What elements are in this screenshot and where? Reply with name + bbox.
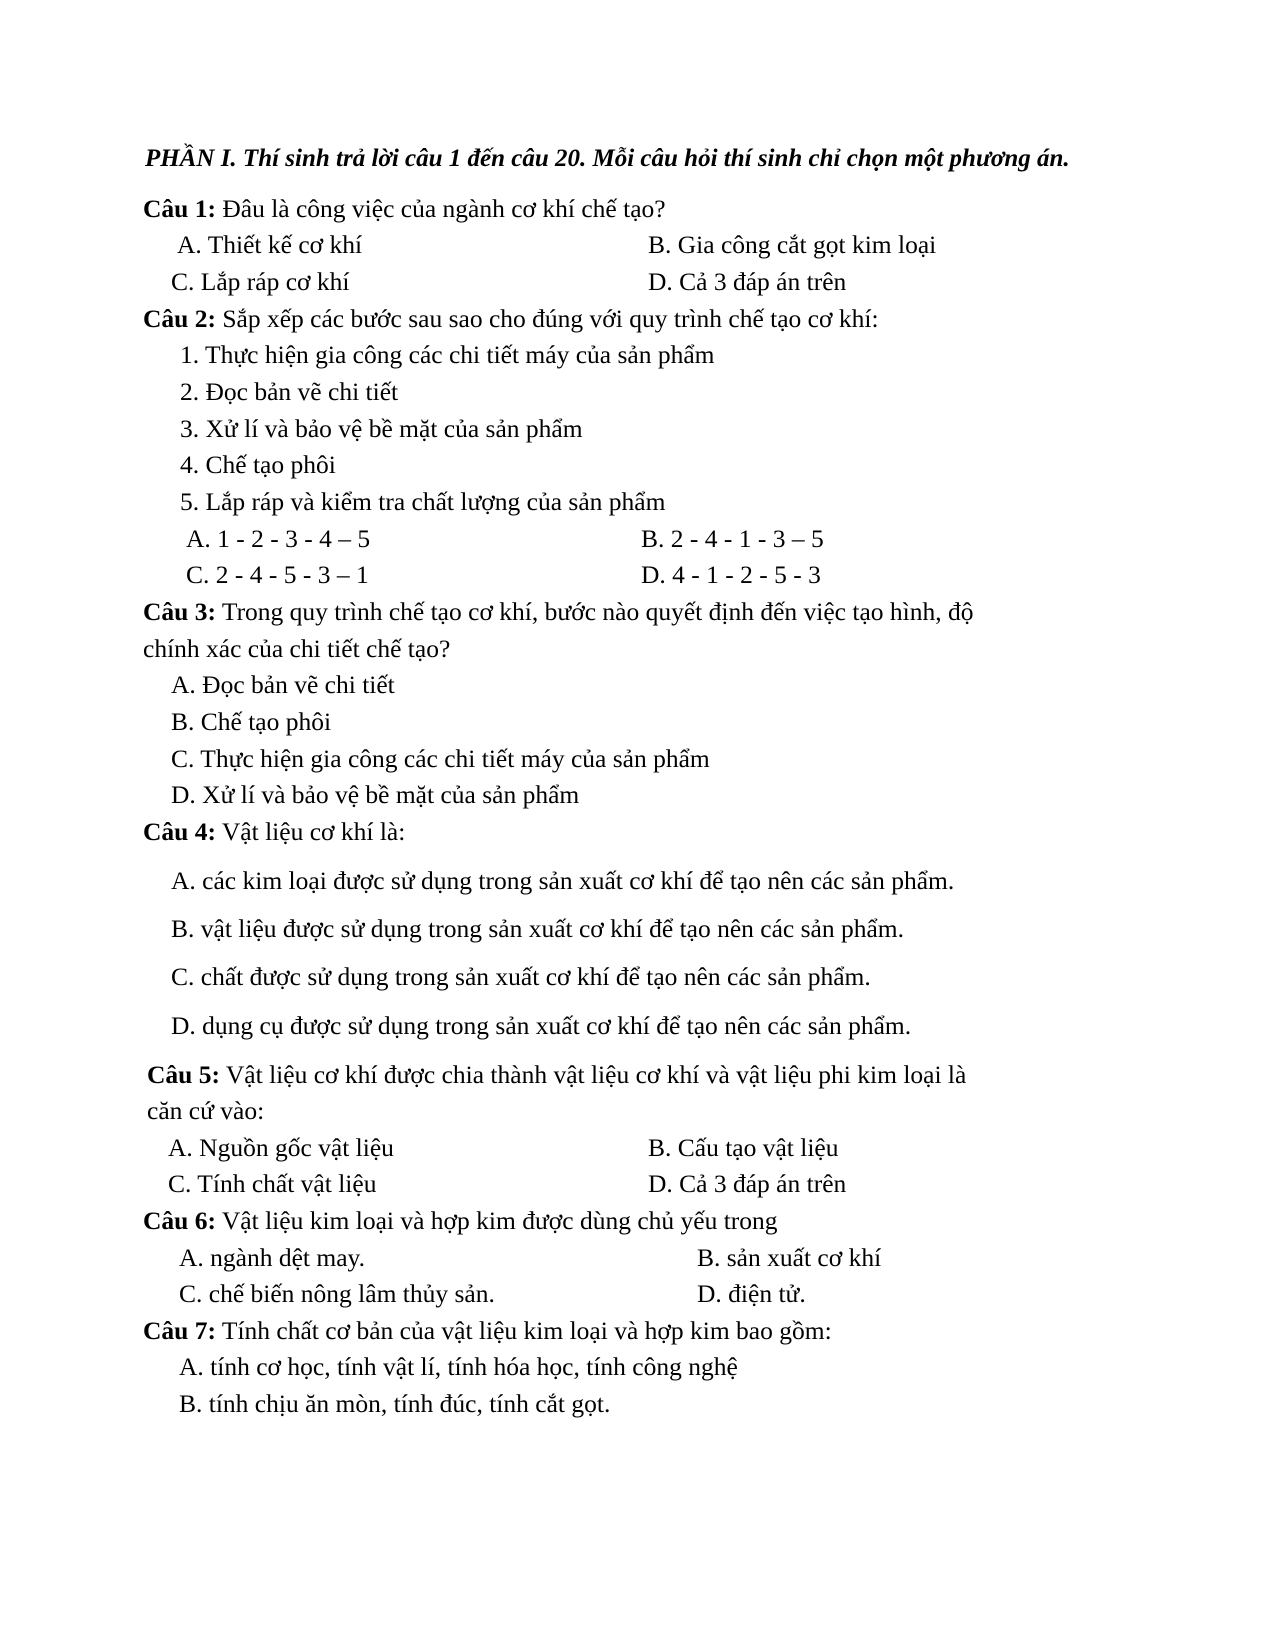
section-title: PHẦN I. Thí sinh trả lời câu 1 đến câu 20. Mỗi câu hỏi thí sinh chỉ chọn một phương án. xyxy=(145,145,1070,172)
question-2-label: Câu 2: xyxy=(143,304,216,333)
question-4-option-c: C. chất được sử dụng trong sản xuất cơ khí để tạo nên các sản phẩm. xyxy=(171,962,871,991)
question-5-text-line-1: Vật liệu cơ khí được chia thành vật liệu cơ khí và vật liệu phi kim loại là xyxy=(219,1060,967,1089)
question-3-option-c: C. Thực hiện gia công các chi tiết máy của sản phẩm xyxy=(171,744,710,773)
question-7-label: Câu 7: xyxy=(143,1316,216,1345)
question-4 xyxy=(143,819,405,845)
question-4-option-d: D. dụng cụ được sử dụng trong sản xuất cơ khí để tạo nên các sản phẩm. xyxy=(171,1011,912,1040)
question-6-label: Câu 6: xyxy=(143,1206,216,1235)
question-6-option-a: A. ngành dệt may. xyxy=(179,1243,366,1272)
question-3-option-a: A. Đọc bản vẽ chi tiết xyxy=(171,670,395,699)
question-3-text-line-2: chính xác của chi tiết chế tạo? xyxy=(143,634,451,663)
question-4-option-b: B. vật liệu được sử dụng trong sản xuất cơ khí để tạo nên các sản phẩm. xyxy=(171,914,905,943)
question-5-option-a: A. Nguồn gốc vật liệu xyxy=(168,1133,394,1162)
question-2-step-1: 1. Thực hiện gia công các chi tiết máy của sản phẩm xyxy=(180,340,715,369)
question-1-option-b: B. Gia công cắt gọt kim loại xyxy=(648,230,937,259)
question-1-option-d: D. Cả 3 đáp án trên xyxy=(648,267,847,296)
question-2 xyxy=(143,306,879,332)
question-2-step-3: 3. Xử lí và bảo vệ bề mặt của sản phẩm xyxy=(180,414,583,443)
question-3-label: Câu 3: xyxy=(143,597,216,626)
question-4-text: Vật liệu cơ khí là: xyxy=(215,817,406,846)
question-7-option-a: A. tính cơ học, tính vật lí, tính hóa học, tính công nghệ xyxy=(179,1352,738,1381)
question-1-label: Câu 1: xyxy=(143,194,216,223)
question-3 xyxy=(143,599,973,625)
question-5-text-line-2: căn cứ vào: xyxy=(147,1096,265,1125)
question-5-option-d: D. Cả 3 đáp án trên xyxy=(648,1169,847,1198)
question-2-option-a: A. 1 - 2 - 3 - 4 – 5 xyxy=(186,524,371,553)
question-5 xyxy=(147,1062,966,1088)
question-3-text-line-1: Trong quy trình chế tạo cơ khí, bước nào quyết định đến việc tạo hình, độ xyxy=(215,597,974,626)
question-1-text: Đâu là công việc của ngành cơ khí chế tạo? xyxy=(215,194,666,223)
question-5-option-c: C. Tính chất vật liệu xyxy=(168,1169,377,1198)
question-2-text: Sắp xếp các bước sau sao cho đúng với quy trình chế tạo cơ khí: xyxy=(215,304,879,333)
question-2-step-2: 2. Đọc bản vẽ chi tiết xyxy=(180,377,399,406)
question-6-option-b: B. sản xuất cơ khí xyxy=(697,1243,882,1272)
question-6-text: Vật liệu kim loại và hợp kim được dùng chủ yếu trong xyxy=(215,1206,778,1235)
question-5-label: Câu 5: xyxy=(147,1060,220,1089)
question-2-option-c: C. 2 - 4 - 5 - 3 – 1 xyxy=(186,560,369,589)
question-6-option-c: C. chế biến nông lâm thủy sản. xyxy=(179,1279,495,1308)
question-6-option-d: D. điện tử. xyxy=(697,1279,806,1308)
question-2-step-4: 4. Chế tạo phôi xyxy=(180,450,336,479)
question-1-option-a: A. Thiết kế cơ khí xyxy=(177,230,363,259)
question-3-option-d: D. Xử lí và bảo vệ bề mặt của sản phẩm xyxy=(171,780,580,809)
question-1 xyxy=(143,196,666,222)
question-6 xyxy=(143,1208,778,1234)
question-1-option-c: C. Lắp ráp cơ khí xyxy=(171,267,350,296)
question-2-option-d: D. 4 - 1 - 2 - 5 - 3 xyxy=(641,560,821,589)
question-7-option-b: B. tính chịu ăn mòn, tính đúc, tính cắt gọt. xyxy=(179,1389,611,1418)
question-2-step-5: 5. Lắp ráp và kiểm tra chất lượng của sản phẩm xyxy=(180,487,666,516)
question-4-label: Câu 4: xyxy=(143,817,216,846)
question-3-option-b: B. Chế tạo phôi xyxy=(171,707,332,736)
question-4-option-a: A. các kim loại được sử dụng trong sản xuất cơ khí để tạo nên các sản phẩm. xyxy=(171,866,955,895)
question-2-option-b: B. 2 - 4 - 1 - 3 – 5 xyxy=(641,524,824,553)
question-5-option-b: B. Cấu tạo vật liệu xyxy=(648,1133,839,1162)
question-7-text: Tính chất cơ bản của vật liệu kim loại và hợp kim bao gồm: xyxy=(215,1316,832,1345)
question-7 xyxy=(143,1318,832,1344)
